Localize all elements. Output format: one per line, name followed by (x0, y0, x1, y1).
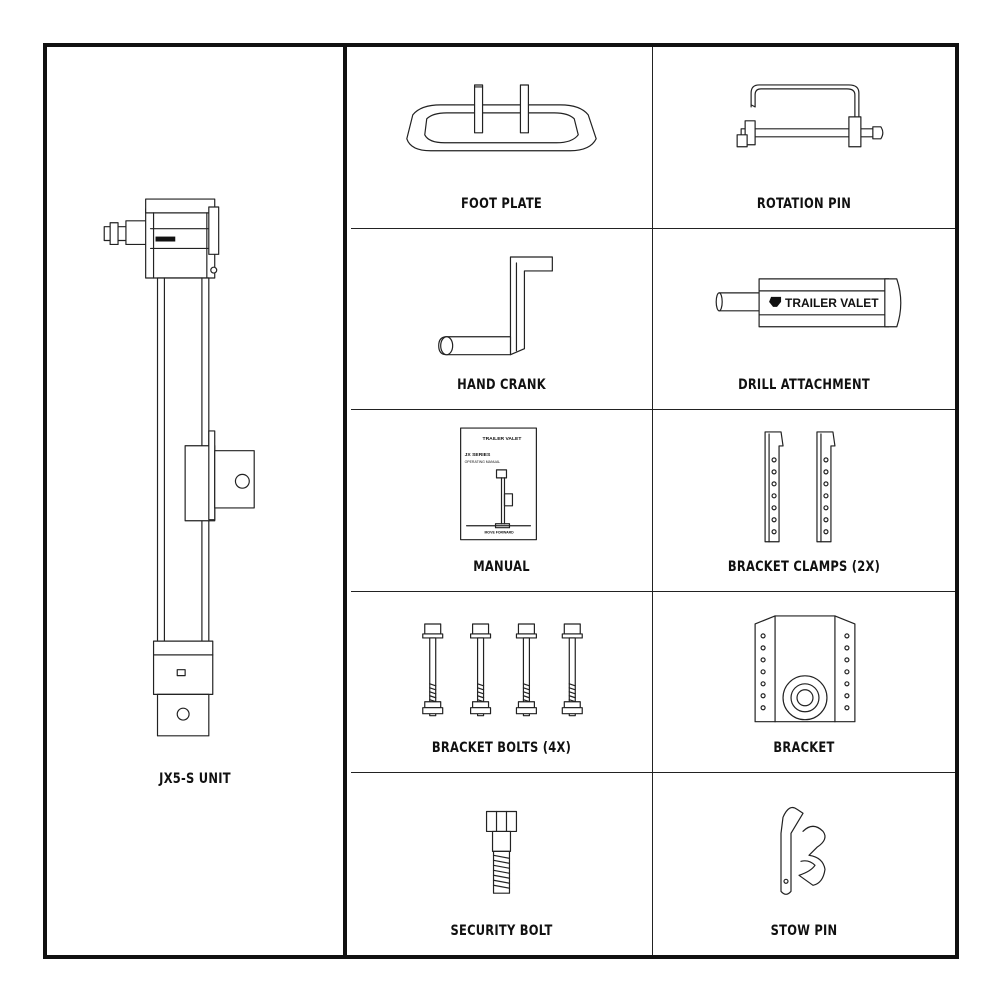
manual-footer-text: MOVE FORWARD (484, 530, 514, 535)
part-bracket-clamps (653, 410, 955, 592)
part-label: BRACKET BOLTS (4X) (431, 740, 572, 757)
part-foot-plate (351, 47, 653, 229)
part-stow-pin (653, 773, 955, 955)
bolt-4-icon (562, 624, 582, 716)
part-bracket (653, 592, 955, 774)
part-security-bolt (351, 773, 653, 955)
part-label: ROTATION PIN (756, 195, 852, 212)
manual-subtitle-text: OPERATING MANUAL (464, 460, 501, 465)
bolt-1-icon (423, 624, 443, 716)
parts-list-sheet (43, 43, 959, 959)
part-label: HAND CRANK (457, 377, 546, 394)
brand-logo-text: TRAILER VALET (785, 295, 879, 310)
manual-brand-text: TRAILER VALET (482, 436, 522, 443)
bolt-3-icon (516, 624, 536, 716)
part-drill-attachment (653, 229, 955, 411)
part-label: MANUAL (473, 558, 530, 575)
main-unit-label: JX5-S UNIT (159, 771, 231, 787)
part-label: DRILL ATTACHMENT (738, 377, 870, 394)
part-label: FOOT PLATE (460, 195, 543, 212)
part-bracket-bolts (351, 592, 653, 774)
jack-unit-drawing (47, 47, 343, 955)
bolt-2-icon (471, 624, 491, 716)
part-manual (351, 410, 653, 592)
manual-series-text: JX SERIES (464, 452, 491, 459)
part-label: BRACKET CLAMPS (2X) (727, 558, 881, 575)
main-unit-panel (47, 47, 347, 955)
part-label: BRACKET (773, 740, 835, 757)
part-rotation-pin (653, 47, 955, 229)
parts-grid (351, 47, 955, 955)
part-label: SECURITY BOLT (450, 923, 553, 939)
part-label: STOW PIN (770, 923, 838, 939)
part-hand-crank (351, 229, 653, 411)
